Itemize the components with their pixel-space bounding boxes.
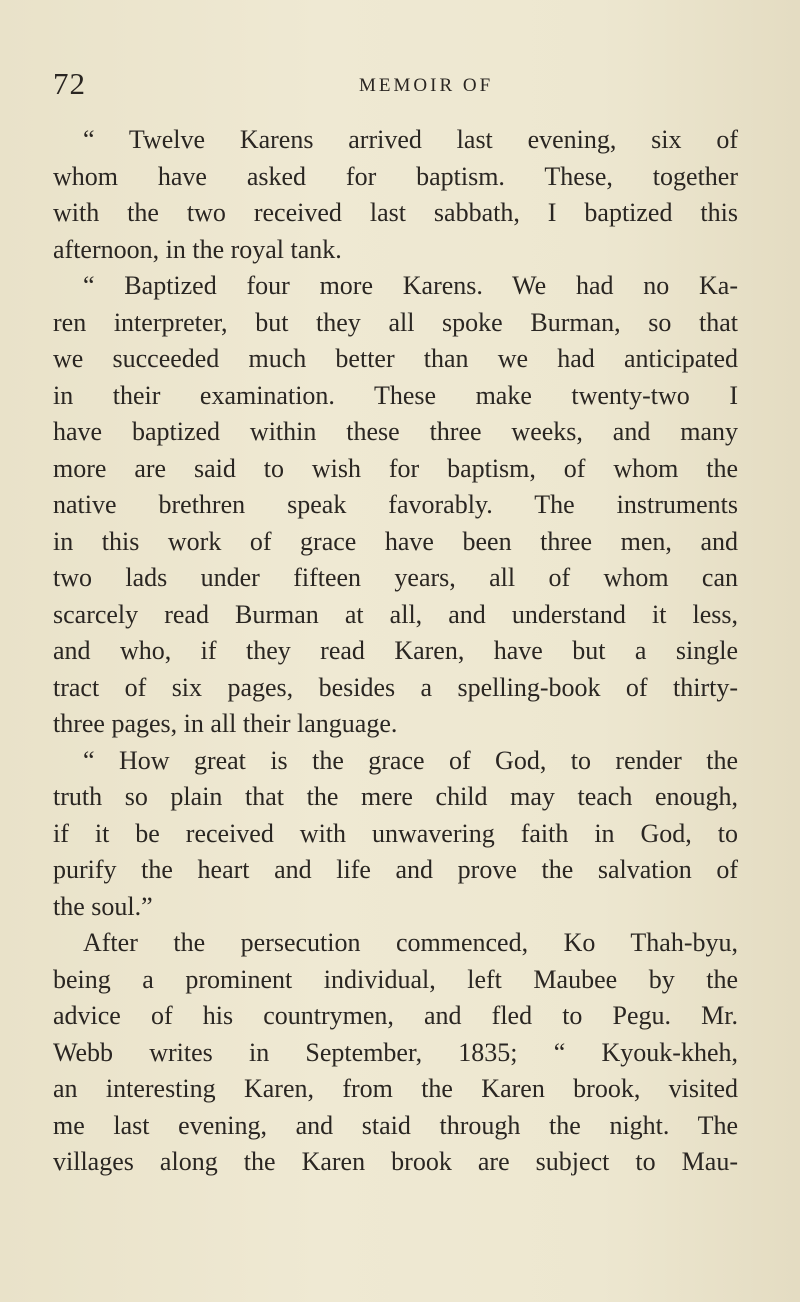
- text-line: have baptized within these three weeks, and many: [53, 417, 738, 446]
- text-line: villages along the Karen brook are subject to Mau-: [53, 1147, 738, 1176]
- page-header: [0, 58, 800, 101]
- text-line: advice of his countrymen, and fled to Pegu. Mr.: [53, 1001, 738, 1030]
- text-line: three pages, in all their language.: [53, 709, 398, 738]
- text-line: After the persecution commenced, Ko Thah-byu,: [83, 928, 738, 957]
- text-line: “ Twelve Karens arrived last evening, six of: [83, 125, 738, 154]
- text-line: an interesting Karen, from the Karen brook, visited: [53, 1074, 738, 1103]
- text-line: in their examination. These make twenty-two I: [53, 380, 738, 410]
- text-line: whom have asked for baptism. These, together: [53, 161, 738, 191]
- text-line: with the two received last sabbath, I baptized this: [53, 198, 738, 227]
- text-line: the soul.”: [53, 891, 153, 921]
- text-line: two lads under fifteen years, all of whom can: [53, 563, 738, 592]
- text-line: scarcely read Burman at all, and understand it less,: [53, 599, 738, 629]
- text-line: ren interpreter, but they all spoke Burman, so that: [53, 307, 738, 337]
- text-line: more are said to wish for baptism, of whom the: [53, 453, 738, 483]
- text-line: native brethren speak favorably. The instruments: [53, 490, 738, 519]
- text-line: tract of six pages, besides a spelling-book of thirty-: [53, 672, 738, 702]
- text-line: truth so plain that the mere child may teach enough,: [53, 782, 738, 811]
- text-line: being a prominent individual, left Maubee by the: [53, 964, 738, 994]
- text-line: we succeeded much better than we had anticipated: [53, 344, 738, 373]
- text-line: “ How great is the grace of God, to render the: [83, 745, 738, 775]
- text-line: Webb writes in September, 1835; “ Kyouk-kheh,: [53, 1037, 738, 1067]
- text-line: “ Baptized four more Karens. We had no Ka-: [83, 271, 738, 300]
- text-line: and who, if they read Karen, have but a single: [53, 636, 738, 665]
- text-line: purify the heart and life and prove the salvation of: [53, 855, 738, 884]
- page-number: 72: [53, 66, 86, 101]
- text-line: me last evening, and staid through the night. The: [53, 1110, 738, 1140]
- running-head: MEMOIR OF: [359, 75, 494, 96]
- text-line: if it be received with unwavering faith in God, to: [53, 818, 738, 848]
- text-line: in this work of grace have been three men, and: [53, 526, 738, 556]
- text-line: afternoon, in the royal tank.: [53, 234, 342, 264]
- body-text: [53, 122, 738, 1181]
